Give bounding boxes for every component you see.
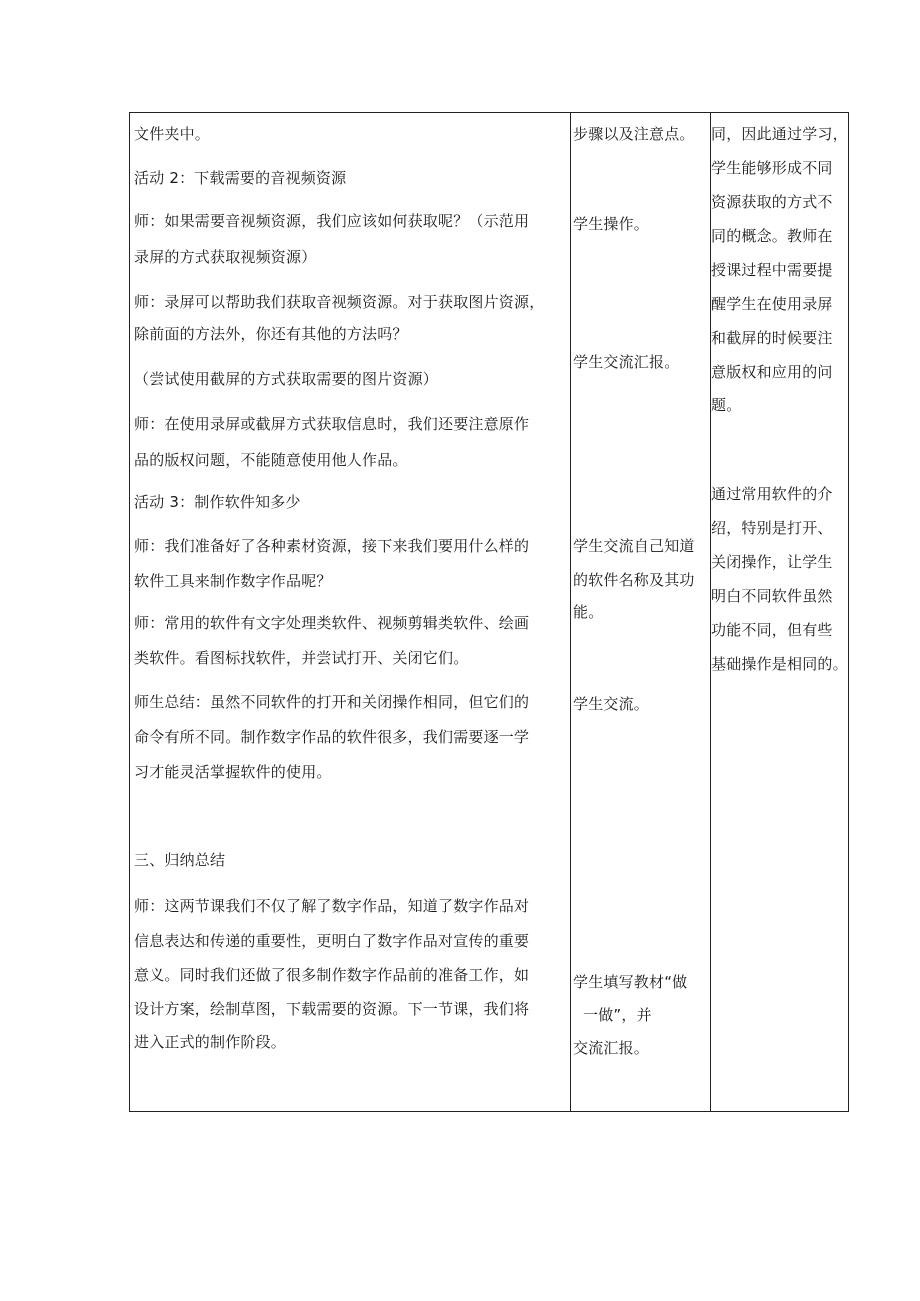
design-intent-line: 同，因此通过学习， xyxy=(711,125,848,143)
paragraph-line: 命令有所不同。制作数字作品的软件很多，我们需要逐一学 xyxy=(134,728,530,746)
activity-2-heading: 活动 2：下载需要的音视频资源 xyxy=(134,169,347,187)
student-activity-line: 一做”，并 xyxy=(583,1006,652,1024)
design-intent-line: 功能不同，但有些 xyxy=(711,621,833,639)
design-intent-line: 授课过程中需要提 xyxy=(711,261,833,279)
design-intent-line: 资源获取的方式不 xyxy=(711,193,833,211)
paragraph-line: 师：如果需要音视频资源，我们应该如何获取呢？（示范用 xyxy=(134,212,530,230)
paragraph-text: 文件夹中。 xyxy=(134,125,211,143)
paragraph-line: 师：在使用录屏或截屏方式获取信息时，我们还要注意原作 xyxy=(134,415,530,433)
student-activity-column xyxy=(571,113,710,1111)
student-activity-text: 学生交流。 xyxy=(573,695,650,713)
activity-3-heading: 活动 3：制作软件知多少 xyxy=(134,493,301,511)
lesson-plan-table xyxy=(129,112,849,1112)
paragraph-line: 习才能灵活掌握软件的使用。 xyxy=(134,763,332,781)
design-intent-line: 关闭操作，让学生 xyxy=(711,553,833,571)
design-intent-line: 通过常用软件的介 xyxy=(711,485,833,503)
paragraph-line: 师：我们准备好了各种素材资源，接下来我们要用什么样的 xyxy=(134,537,530,555)
paragraph-line: 师：这两节课我们不仅了解了数字作品，知道了数字作品对 xyxy=(134,897,530,915)
teaching-process-column xyxy=(130,113,570,1111)
student-activity-line: 交流汇报。 xyxy=(573,1039,650,1057)
paragraph-line: 品的版权问题，不能随意使用他人作品。 xyxy=(134,451,408,469)
design-intent-line: 意版权和应用的问 xyxy=(711,363,833,381)
design-intent-line: 同的概念。教师在 xyxy=(711,227,833,245)
section-heading: 三、归纳总结 xyxy=(134,851,226,869)
student-activity-text: 学生交流汇报。 xyxy=(573,353,680,371)
design-intent-line: 醒学生在使用录屏 xyxy=(711,295,833,313)
student-activity-line: 的软件名称及其功 xyxy=(573,571,695,589)
student-activity-line: 学生填写教材“做 xyxy=(573,973,688,991)
paragraph-line: 设计方案，绘制草图，下载需要的资源。下一节课，我们将 xyxy=(134,1000,530,1018)
design-intent-line: 和截屏的时候要注 xyxy=(711,329,833,347)
paragraph-line: 意义。同时我们还做了很多制作数字作品前的准备工作，如 xyxy=(134,966,530,984)
paragraph-line: 类软件。看图标找软件，并尝试打开、关闭它们。 xyxy=(134,649,469,667)
paragraph-line: 录屏的方式获取视频资源） xyxy=(134,248,317,266)
design-intent-line: 题。 xyxy=(711,396,742,414)
paragraph-text: （尝试使用截屏的方式获取需要的图片资源） xyxy=(134,370,439,388)
paragraph-line: 除前面的方法外，你还有其他的方法吗？ xyxy=(134,325,408,343)
paragraph-line: 信息表达和传递的重要性，更明白了数字作品对宣传的重要 xyxy=(134,932,530,950)
paragraph-line: 师生总结：虽然不同软件的打开和关闭操作相同，但它们的 xyxy=(134,693,530,711)
paragraph-line: 软件工具来制作数字作品呢？ xyxy=(134,572,332,590)
design-intent-line: 绍，特别是打开、 xyxy=(711,519,833,537)
paragraph-line: 进入正式的制作阶段。 xyxy=(134,1033,287,1051)
design-intent-column xyxy=(711,113,849,1111)
design-intent-line: 明白不同软件虽然 xyxy=(711,587,833,605)
student-activity-line: 能。 xyxy=(573,603,604,621)
design-intent-line: 基础操作是相同的。 xyxy=(711,655,848,673)
student-activity-text: 步骤以及注意点。 xyxy=(573,125,695,143)
design-intent-line: 学生能够形成不同 xyxy=(711,159,833,177)
student-activity-line: 学生交流自己知道 xyxy=(573,537,695,555)
paragraph-line: 师：录屏可以帮助我们获取音视频资源。对于获取图片资源， xyxy=(134,293,545,311)
student-activity-text: 学生操作。 xyxy=(573,215,650,233)
paragraph-line: 师：常用的软件有文字处理类软件、视频剪辑类软件、绘画 xyxy=(134,614,530,632)
